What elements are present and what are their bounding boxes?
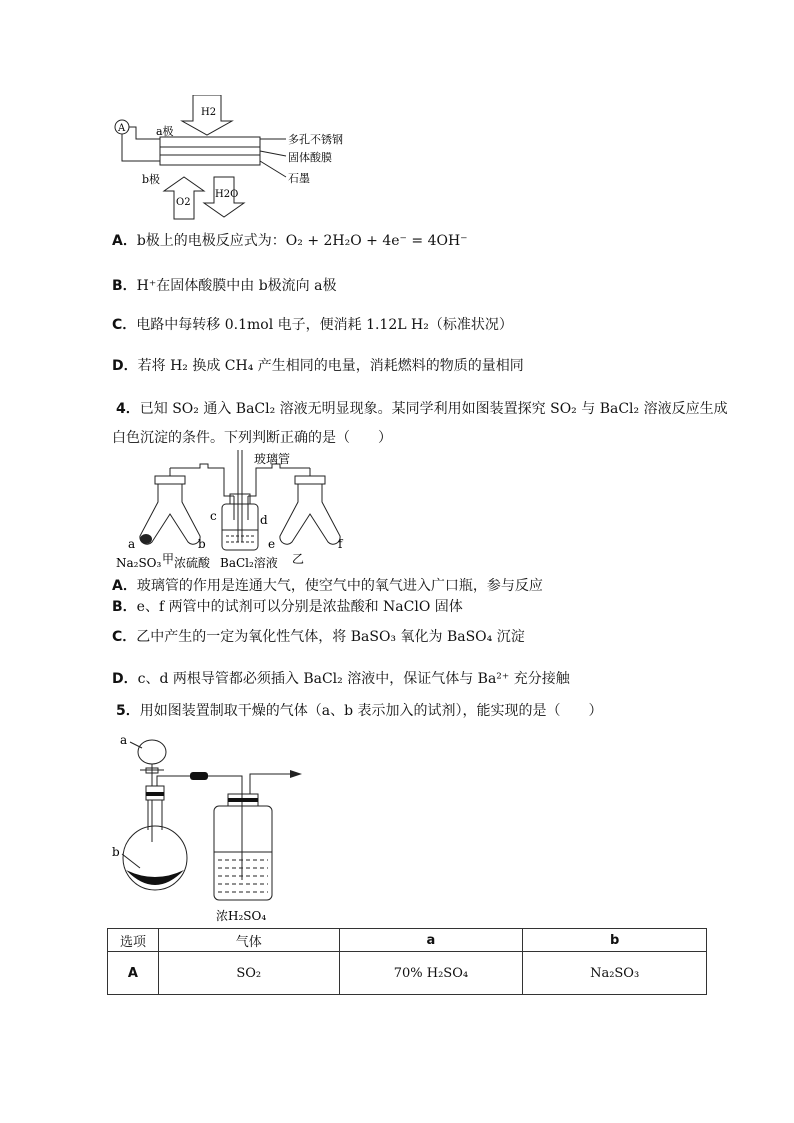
electrode-a-label: a极 — [156, 125, 174, 138]
q3-option-a[interactable]: A．b极上的电极反应式为：O₂ + 2H₂O + 4e⁻ = 4OH⁻ — [112, 233, 468, 249]
label-f: f — [338, 537, 343, 551]
cell-a: 70% H₂SO₄ — [339, 952, 523, 995]
na2so3-solid — [140, 534, 152, 544]
h2-label: H2 — [201, 107, 217, 118]
ammeter-label: A — [118, 123, 126, 134]
label-a: a — [128, 537, 136, 551]
o2-label: O2 — [176, 197, 191, 208]
q4-option-d[interactable]: D．c、d 两根导管都必须插入 BaCl₂ 溶液中，保证气体与 Ba²⁺ 充分接触 — [112, 671, 570, 687]
header-b: b — [523, 929, 707, 952]
conc-h2so4-label: 浓硫酸 — [174, 556, 211, 570]
header-gas: 气体 — [158, 929, 339, 952]
q5-stem: 5．用如图装置制取干燥的气体（a、b 表示加入的试剂），能实现的是（ ） — [116, 703, 603, 719]
q3-option-c[interactable]: C．电路中每转移 0.1mol 电子，便消耗 1.12L H₂（标准状况） — [112, 317, 513, 333]
steel-label: 多孔不锈钢 — [288, 133, 343, 146]
q4-option-b[interactable]: B．e、f 两管中的试剂可以分别是浓盐酸和 NaClO 固体 — [112, 599, 463, 615]
bacl2-label: BaCl₂溶液 — [220, 556, 278, 570]
so2-apparatus-diagram — [112, 450, 362, 575]
label-b: b — [198, 537, 206, 551]
label-d: d — [260, 513, 268, 527]
gas-generation-diagram — [110, 730, 310, 925]
q4-stem-line1: 4．已知 SO₂ 通入 BaCl₂ 溶液无明显现象。某同学利用如图装置探究 SO₂ 与 BaCl₂ 溶液反应生成 — [116, 401, 728, 417]
header-a: a — [339, 929, 523, 952]
label-e: e — [268, 537, 276, 551]
electrode-b-label: b极 — [142, 173, 161, 186]
label-c: c — [210, 509, 217, 523]
graphite-label: 石墨 — [288, 172, 310, 185]
fuel-cell-diagram — [108, 95, 358, 220]
header-option: 选项 — [108, 929, 159, 952]
glass-tube-label: 玻璃管 — [254, 452, 291, 466]
q3-option-b[interactable]: B．H⁺在固体酸膜中由 b极流向 a极 — [112, 278, 337, 294]
q4-option-a[interactable]: A．玻璃管的作用是连通大气，使空气中的氧气进入广口瓶，参与反应 — [112, 578, 543, 594]
table-row[interactable] — [108, 952, 707, 995]
cell-gas: SO₂ — [158, 952, 339, 995]
q3-option-d[interactable]: D．若将 H₂ 换成 CH₄ 产生相同的电量，消耗燃料的物质的量相同 — [112, 358, 524, 374]
q5-options-table — [107, 928, 707, 995]
q5-label-b: b — [112, 845, 120, 859]
cell-option: A — [108, 952, 159, 995]
yi-label: 乙 — [292, 552, 305, 566]
jia-label: 甲 — [162, 552, 175, 566]
q5-label-a: a — [120, 733, 128, 747]
q5-conc-h2so4-label: 浓H₂SO₄ — [216, 909, 267, 923]
table-header-row — [108, 929, 707, 952]
cell-b: Na₂SO₃ — [523, 952, 707, 995]
na2so3-label: Na₂SO₃ — [116, 556, 162, 570]
membrane-label: 固体酸膜 — [288, 151, 332, 164]
h2o-label: H2O — [215, 189, 239, 200]
q4-option-c[interactable]: C．乙中产生的一定为氧化性气体，将 BaSO₃ 氧化为 BaSO₄ 沉淀 — [112, 629, 525, 645]
q4-stem-line2: 白色沉淀的条件。下列判断正确的是（ ） — [112, 430, 392, 446]
